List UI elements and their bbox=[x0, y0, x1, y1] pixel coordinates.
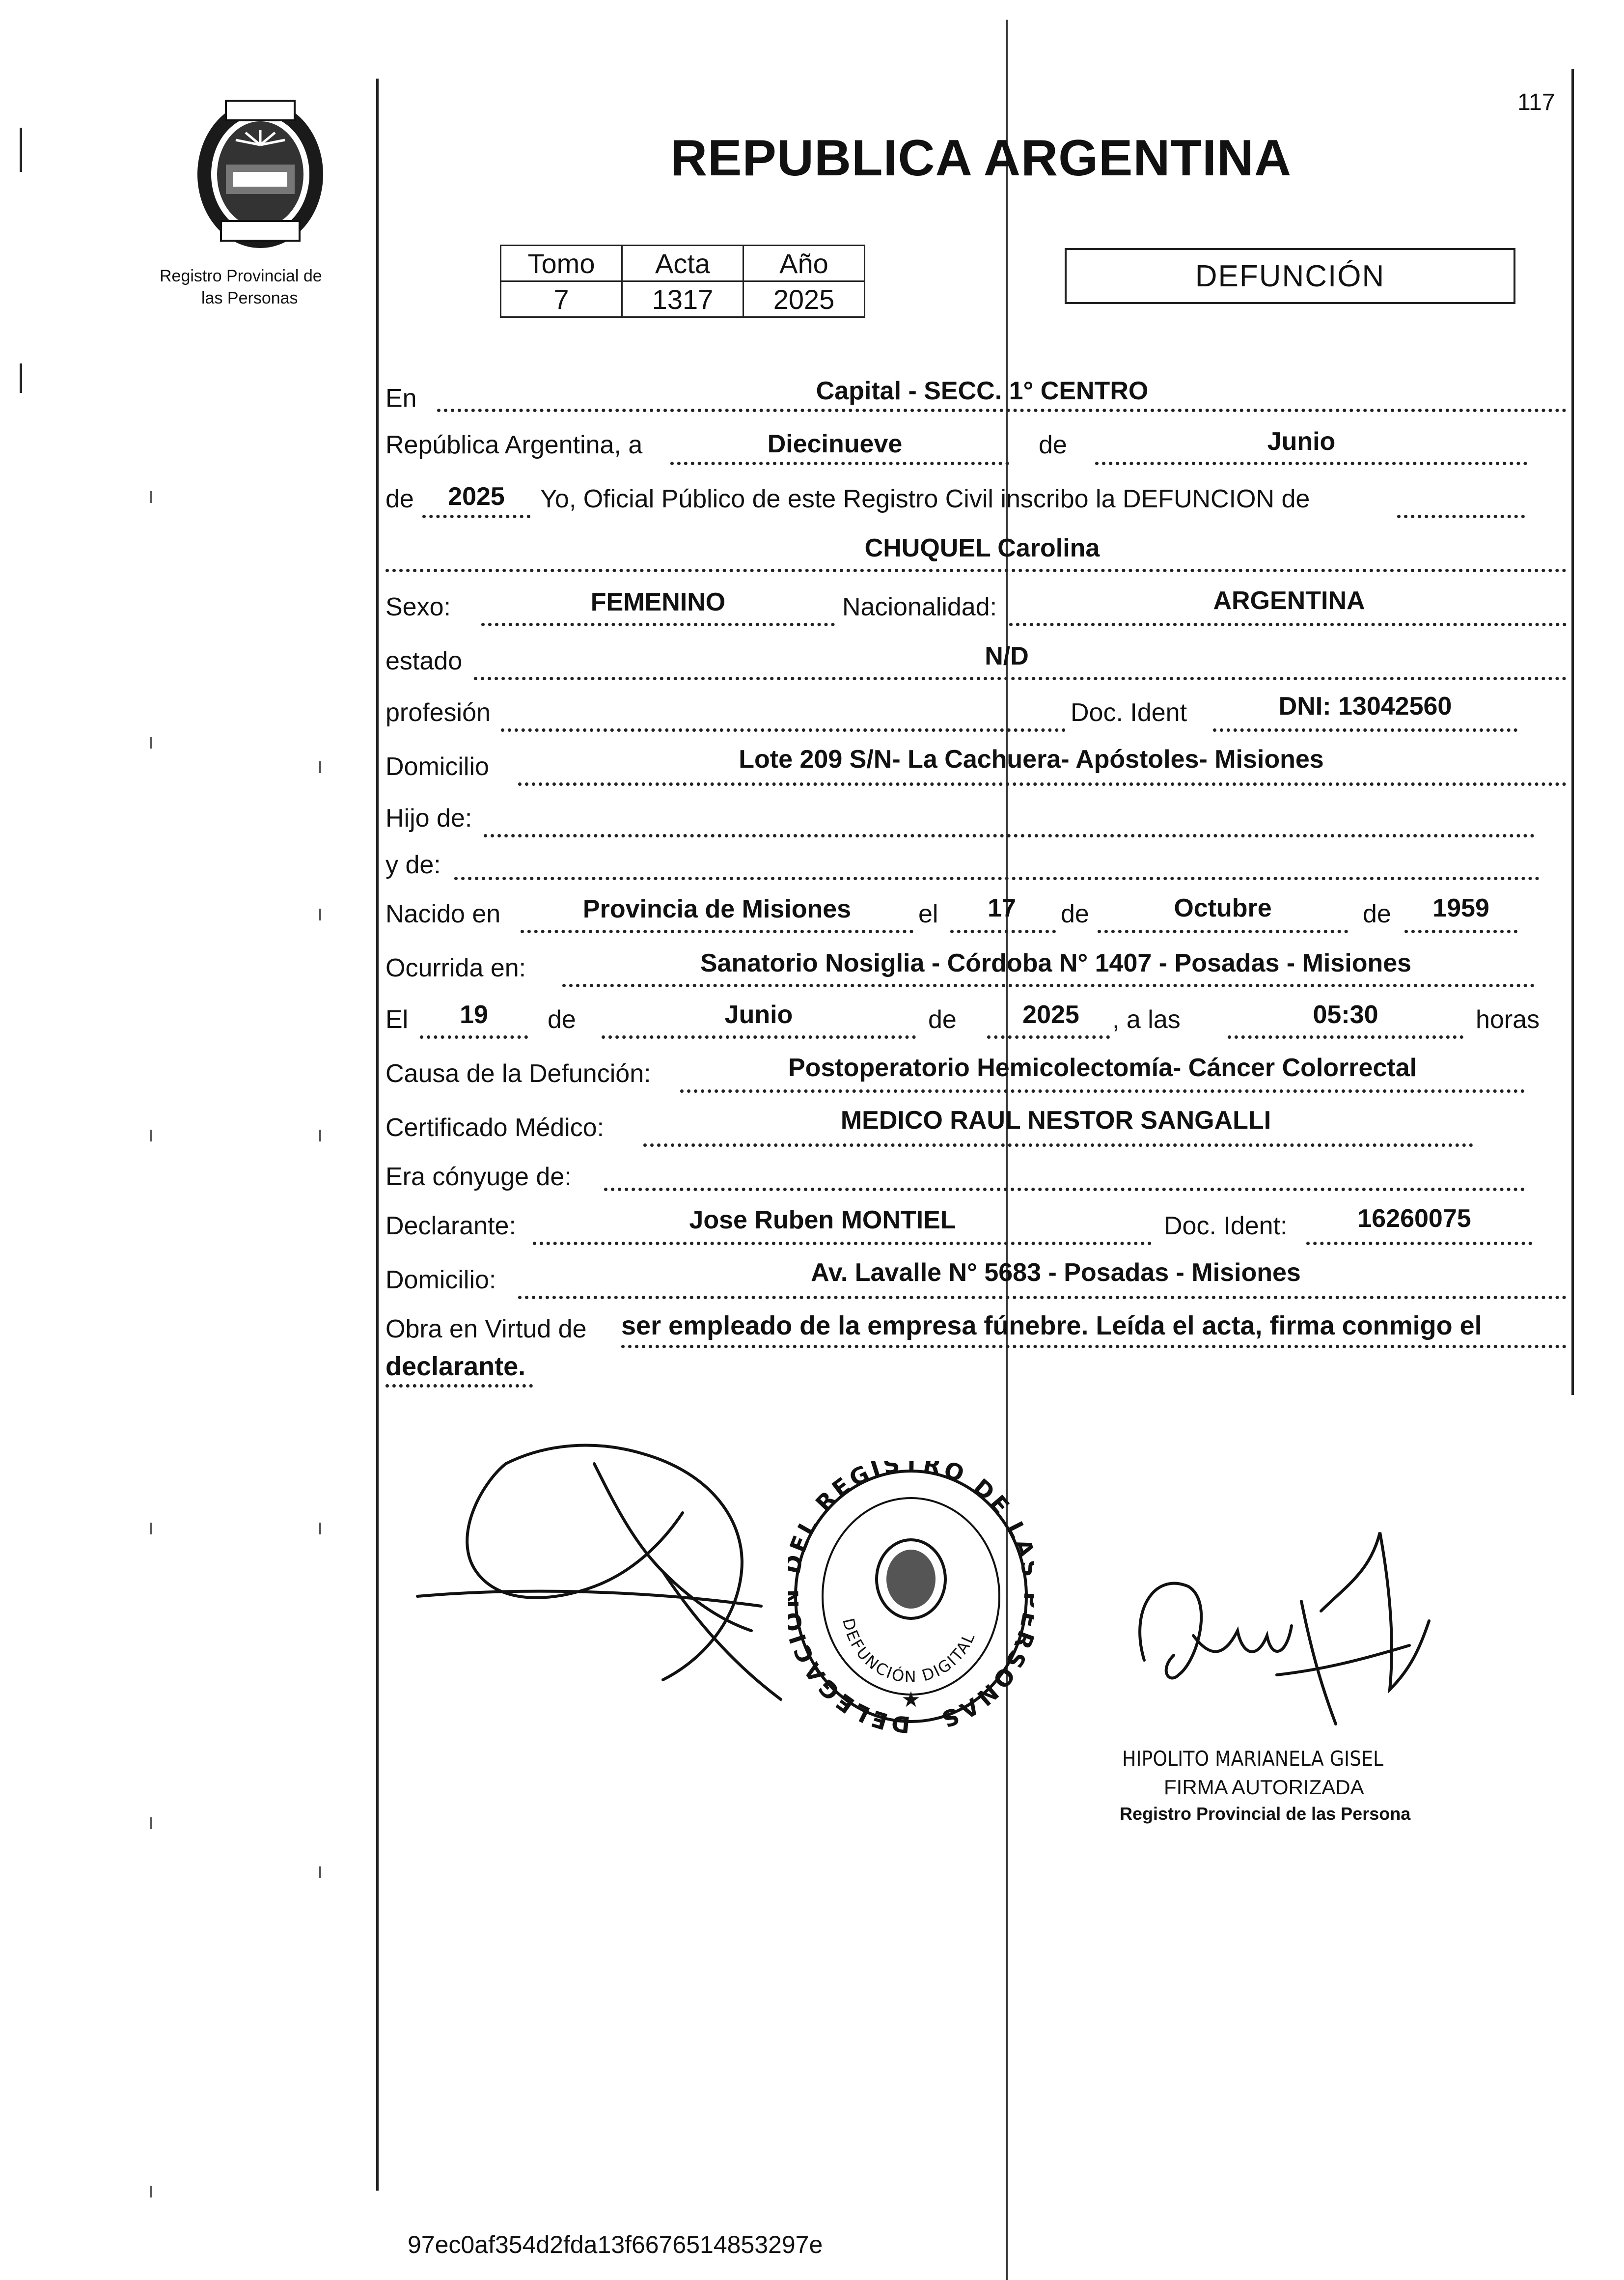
dotted-line bbox=[602, 1035, 916, 1039]
label-estado: estado bbox=[385, 647, 463, 675]
scan-tick bbox=[319, 1866, 321, 1878]
record-table bbox=[500, 245, 865, 318]
declarant-document: 16260075 bbox=[1357, 1204, 1471, 1233]
page-title: REPUBLICA ARGENTINA bbox=[670, 130, 1292, 187]
scan-tick bbox=[150, 1130, 152, 1141]
document-id-value: DNI: 13042560 bbox=[1278, 692, 1452, 721]
dotted-line bbox=[670, 462, 1009, 465]
label-conyuge: Era cónyuge de: bbox=[385, 1163, 572, 1191]
document-type: DEFUNCIÓN bbox=[1195, 259, 1385, 293]
dotted-line bbox=[1306, 1242, 1532, 1245]
declarant-name: Jose Ruben MONTIEL bbox=[689, 1206, 956, 1234]
dotted-line bbox=[420, 1035, 528, 1039]
dotted-line bbox=[422, 515, 530, 518]
dotted-line bbox=[1095, 462, 1527, 465]
scan-tick bbox=[319, 909, 321, 920]
label-sexo: Sexo: bbox=[385, 593, 451, 621]
signatory-office: Registro Provincial de las Persona bbox=[1120, 1804, 1411, 1824]
registration-year: 2025 bbox=[448, 482, 505, 511]
label-de: de bbox=[1039, 431, 1067, 459]
civil-status-value: N/D bbox=[985, 642, 1029, 670]
page-number: 117 bbox=[1517, 89, 1555, 115]
label-nacido-en: Nacido en bbox=[385, 900, 501, 928]
dotted-line bbox=[1009, 623, 1567, 626]
label-nacionalidad: Nacionalidad: bbox=[842, 593, 997, 621]
signatory-role: FIRMA AUTORIZADA bbox=[1164, 1776, 1364, 1799]
label-causa: Causa de la Defunción: bbox=[385, 1059, 651, 1088]
birth-day: 17 bbox=[988, 894, 1016, 922]
dotted-line bbox=[621, 1345, 1567, 1348]
label-doc-ident: Doc. Ident bbox=[1071, 698, 1187, 727]
dotted-line bbox=[518, 1296, 1567, 1299]
label-ocurrida-en: Ocurrida en: bbox=[385, 954, 526, 982]
dotted-line bbox=[501, 728, 1066, 732]
dotted-line bbox=[1098, 930, 1348, 933]
medical-certificate: MEDICO RAUL NESTOR SANGALLI bbox=[840, 1106, 1271, 1135]
dotted-line bbox=[1228, 1035, 1463, 1039]
dotted-line bbox=[437, 409, 1567, 412]
day-in-words: Diecinueve bbox=[767, 430, 903, 458]
label-decl-domicilio: Domicilio: bbox=[385, 1266, 496, 1294]
label-obra-en-virtud: Obra en Virtud de bbox=[385, 1315, 587, 1343]
label-declarante: Declarante: bbox=[385, 1212, 516, 1240]
dotted-line bbox=[950, 930, 1056, 933]
label-profesion: profesión bbox=[385, 698, 491, 727]
dotted-line bbox=[454, 877, 1540, 880]
deceased-name: CHUQUEL Carolina bbox=[864, 534, 1100, 562]
label-republica: República Argentina, a bbox=[385, 431, 643, 459]
provincial-seal bbox=[187, 91, 334, 253]
record-value-ano: 2025 bbox=[743, 281, 865, 317]
right-margin-line bbox=[1571, 69, 1574, 1395]
dotted-line bbox=[481, 623, 835, 626]
dotted-line bbox=[604, 1188, 1525, 1191]
death-time: 05:30 bbox=[1313, 1001, 1378, 1029]
birth-year: 1959 bbox=[1432, 894, 1489, 922]
address-value: Lote 209 S/N- La Cachuera- Apóstoles- Misiones bbox=[739, 745, 1324, 774]
registry-name-line-1: Registro Provincial de bbox=[160, 267, 322, 285]
label-domicilio: Domicilio bbox=[385, 752, 489, 781]
signatory-name: HIPOLITO MARIANELA GISEL bbox=[1122, 1747, 1384, 1771]
death-month: Junio bbox=[724, 1001, 793, 1029]
record-value-tomo: 7 bbox=[501, 281, 622, 317]
declarant-reason-line-2: declarante. bbox=[385, 1352, 526, 1381]
death-day: 19 bbox=[460, 1001, 488, 1029]
registry-stamp bbox=[788, 1461, 1034, 1736]
label-de-year: de bbox=[385, 485, 414, 513]
svg-text:DEFUNCIÓN DIGITAL: DEFUNCIÓN DIGITAL bbox=[839, 1616, 979, 1687]
scan-mark bbox=[20, 363, 22, 393]
record-header-acta: Acta bbox=[622, 246, 743, 281]
svg-text:DELEGACIÓN DEL REGISTRO DE LAS: DELEGAC L REGISTRO DE L SONAS bbox=[788, 1461, 1033, 1736]
registration-month: Junio bbox=[1267, 427, 1336, 456]
dotted-line bbox=[518, 782, 1567, 786]
center-fold-line bbox=[1006, 20, 1008, 2280]
dotted-line bbox=[562, 984, 1535, 987]
scan-tick bbox=[150, 2186, 152, 2197]
document-type-box bbox=[1065, 248, 1515, 304]
scan-tick bbox=[150, 491, 152, 503]
document-hash: 97ec0af354d2fda13f6676514853297e bbox=[408, 2231, 823, 2258]
declarant-address: Av. Lavalle N° 5683 - Posadas - Misiones bbox=[811, 1258, 1301, 1287]
label-a-las: , a las bbox=[1112, 1005, 1181, 1034]
dotted-line bbox=[1404, 930, 1517, 933]
label-decl-doc: Doc. Ident: bbox=[1164, 1212, 1288, 1240]
label-horas: horas bbox=[1476, 1005, 1540, 1034]
dotted-line bbox=[680, 1089, 1525, 1093]
label-de-birth-month: de bbox=[1061, 900, 1089, 928]
scan-tick bbox=[150, 1817, 152, 1829]
scan-tick bbox=[319, 761, 321, 773]
record-value-acta: 1317 bbox=[622, 281, 743, 317]
authorized-signature bbox=[1115, 1513, 1459, 1749]
label-en: En bbox=[385, 384, 417, 413]
dotted-line bbox=[484, 834, 1535, 837]
dotted-line bbox=[533, 1242, 1152, 1245]
declarant-reason-line-1: ser empleado de la empresa fúnebre. Leída el acta, firma conmigo el bbox=[621, 1311, 1482, 1340]
label-hijo-de: Hijo de: bbox=[385, 804, 472, 833]
scan-tick bbox=[150, 1523, 152, 1534]
death-place-value: Sanatorio Nosiglia - Córdoba N° 1407 - Posadas - Misiones bbox=[700, 949, 1412, 977]
label-el-death: El bbox=[385, 1005, 409, 1034]
label-de-birth-year: de bbox=[1363, 900, 1391, 928]
dotted-line bbox=[1213, 728, 1517, 732]
dotted-line bbox=[385, 1384, 533, 1388]
scan-tick bbox=[319, 1523, 321, 1534]
inscribo-text: Yo, Oficial Público de este Registro Civil inscribo la DEFUNCION de bbox=[540, 485, 1310, 513]
left-margin-line bbox=[376, 79, 379, 2191]
label-el: el bbox=[918, 900, 938, 928]
record-header-tomo: Tomo bbox=[501, 246, 622, 281]
svg-text:★: ★ bbox=[901, 1688, 921, 1712]
scan-mark bbox=[20, 128, 22, 172]
scan-tick bbox=[319, 1130, 321, 1141]
dotted-line bbox=[474, 677, 1567, 680]
dotted-line bbox=[385, 569, 1567, 572]
nationality-value: ARGENTINA bbox=[1213, 586, 1365, 615]
label-de-death-year: de bbox=[928, 1005, 957, 1034]
dotted-line bbox=[521, 930, 913, 933]
scan-tick bbox=[150, 737, 152, 749]
registry-name-line-2: las Personas bbox=[201, 289, 298, 307]
record-header-ano: Año bbox=[743, 246, 865, 281]
cause-of-death: Postoperatorio Hemicolectomía- Cáncer Colorrectal bbox=[788, 1054, 1417, 1082]
dotted-line bbox=[643, 1143, 1473, 1147]
place-value: Capital - SECC. 1° CENTRO bbox=[816, 377, 1149, 405]
label-certificado: Certificado Médico: bbox=[385, 1113, 605, 1142]
label-y-de: y de: bbox=[385, 851, 441, 879]
label-de-death-month: de bbox=[548, 1005, 576, 1034]
birthplace-value: Provincia de Misiones bbox=[582, 895, 852, 923]
dotted-line bbox=[1397, 515, 1525, 518]
sex-value: FEMENINO bbox=[590, 588, 726, 616]
birth-month: Octubre bbox=[1174, 894, 1272, 922]
death-year: 2025 bbox=[1022, 1001, 1079, 1029]
dotted-line bbox=[987, 1035, 1110, 1039]
